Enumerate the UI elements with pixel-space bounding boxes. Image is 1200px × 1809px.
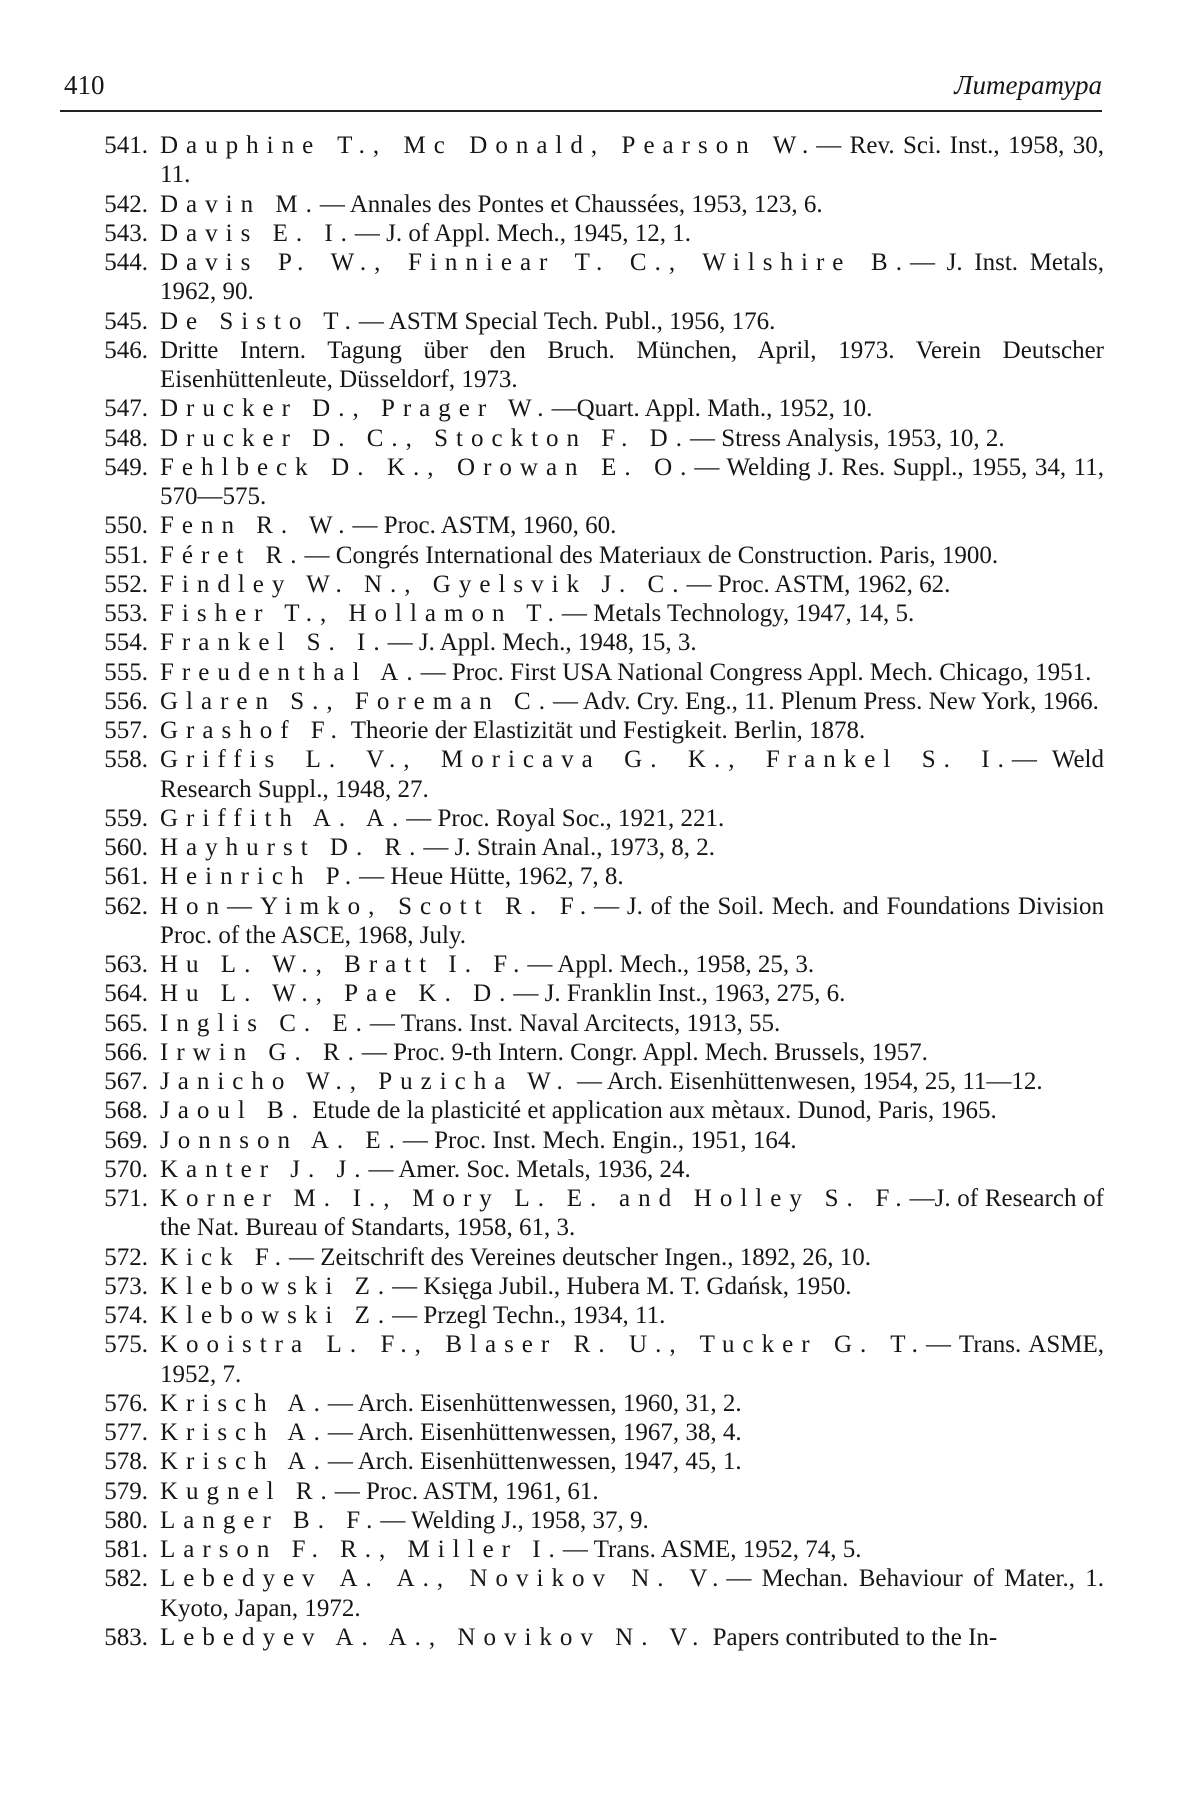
reference-authors: Heinrich P. (160, 863, 360, 891)
reference-text (148, 1096, 1104, 1125)
reference-number: 576. (104, 1389, 148, 1417)
reference-number: 566. (104, 1038, 148, 1066)
reference-item (86, 1535, 1104, 1564)
header-rule (60, 110, 1102, 112)
reference-text (148, 658, 1104, 687)
reference-authors: Langer B. F. (160, 1506, 381, 1534)
reference-text (148, 716, 1104, 745)
reference-item (86, 394, 1104, 423)
reference-text (148, 979, 1104, 1008)
reference-text (148, 1564, 1104, 1623)
reference-item (86, 1067, 1104, 1096)
reference-source: — Adv. Cry. Eng., 11. Plenum Press. New York, 1966. (552, 687, 1099, 715)
reference-number: 542. (104, 190, 148, 218)
reference-text (148, 1272, 1104, 1301)
reference-source: — Proc. 9-th Intern. Congr. Appl. Mech. Brussels, 1957. (361, 1038, 928, 1066)
reference-authors: Klebowski Z. (160, 1302, 393, 1329)
reference-authors: Kugnel R. (160, 1477, 335, 1505)
reference-number: 567. (104, 1068, 148, 1095)
reference-authors: Irwin G. R. (160, 1038, 362, 1066)
reference-text (148, 394, 1104, 423)
reference-number: 551. (104, 541, 148, 569)
reference-text (148, 131, 1104, 190)
reference-item (86, 1623, 1104, 1652)
reference-text (148, 745, 1104, 804)
reference-item (86, 1009, 1104, 1038)
reference-source: — Arch. Eisenhüttenwessen, 1947, 45, 1. (327, 1448, 742, 1476)
reference-authors: Klebowski Z. (160, 1272, 393, 1300)
reference-authors: Fisher T., Hollamon T. (160, 600, 562, 627)
reference-number: 575. (104, 1331, 148, 1359)
reference-number: 560. (104, 834, 148, 861)
reference-number: 569. (104, 1126, 148, 1154)
reference-number: 544. (104, 249, 148, 276)
reference-source: — Mechan. Behaviour of Mater., 1. Kyoto, Japan, 1972. (160, 1565, 1105, 1622)
reference-number: 545. (104, 307, 148, 335)
reference-text (148, 453, 1104, 512)
reference-text (148, 1623, 1104, 1652)
reference-authors: Larson F. R., Miller I. (160, 1536, 563, 1563)
reference-authors: Kick F. (160, 1243, 289, 1271)
reference-item (86, 745, 1104, 804)
reference-source: — Proc. ASTM, 1961, 61. (334, 1477, 599, 1505)
reference-authors: Lebedyev A. A., Novikov N. V. (160, 1565, 727, 1593)
reference-authors: Frankel S. I. (160, 629, 388, 657)
reference-source: — Trans. ASME, 1952, 7. (160, 1331, 1105, 1388)
reference-item (86, 716, 1104, 745)
reference-text (148, 570, 1104, 599)
reference-source: — Arch. Eisenhüttenwessen, 1967, 38, 4. (327, 1419, 742, 1446)
reference-source: — Proc. First USA National Congress Appl. Mech. Chicago, 1951. (420, 658, 1092, 686)
reference-text (148, 1301, 1104, 1330)
reference-item (86, 1272, 1104, 1301)
reference-number: 555. (104, 658, 148, 686)
reference-number: 553. (104, 600, 148, 627)
reference-text (148, 1009, 1104, 1038)
reference-text (148, 1389, 1104, 1418)
reference-item (86, 1096, 1104, 1125)
reference-authors: Davis E. I. (160, 219, 355, 247)
reference-authors: Kooistra L. F., Blaser R. U., Tucker G. T. (160, 1331, 926, 1359)
reference-authors: Féret R. (160, 541, 305, 569)
reference-number: 563. (104, 951, 148, 978)
reference-text (148, 833, 1104, 862)
reference-item (86, 658, 1104, 687)
reference-item (86, 336, 1104, 395)
reference-number: 554. (104, 629, 148, 657)
reference-item (86, 1301, 1104, 1330)
reference-number: 561. (104, 863, 148, 891)
reference-item (86, 862, 1104, 891)
reference-text (148, 219, 1104, 248)
reference-authors: Davis P. W., Finniear T. C., Wilshire B. (160, 249, 910, 276)
reference-item (86, 1184, 1104, 1243)
reference-number: 573. (104, 1272, 148, 1300)
reference-item (86, 424, 1104, 453)
reference-text (148, 862, 1104, 891)
reference-authors: Drucker D. C., Stockton F. D. (160, 424, 690, 452)
reference-item (86, 804, 1104, 833)
reference-source: — Annales des Pontes et Chaussées, 1953, 123, 6. (319, 190, 823, 218)
reference-text (148, 1038, 1104, 1067)
reference-authors: Korner M. I., Mory L. E. and Holley S. F. (160, 1185, 910, 1212)
reference-text (148, 1243, 1104, 1272)
reference-source: Etude de la plasticité et application aux mètaux. Dunod, Paris, 1965. (305, 1097, 997, 1125)
reference-text (148, 1155, 1104, 1184)
reference-text (148, 541, 1104, 570)
reference-authors: Griffis L. V., Moricava G. K., Frankel S. I. (160, 746, 1012, 774)
reference-source: — Proc. Inst. Mech. Engin., 1951, 164. (402, 1126, 797, 1154)
reference-number: 583. (104, 1623, 148, 1651)
reference-source: — Weld Research Suppl., 1948, 27. (160, 746, 1105, 803)
reference-item (86, 892, 1104, 951)
reference-number: 550. (104, 512, 148, 540)
reference-authors: Jaoul B. (160, 1097, 306, 1125)
reference-item (86, 1418, 1104, 1447)
reference-authors: Fenn R. W. (160, 512, 353, 540)
reference-source: — Stress Analysis, 1953, 10, 2. (689, 424, 1005, 452)
reference-source: Dritte Intern. Tagung über den Bruch. München, April, 1973. Verein Deutscher Eisenhüttenleute, Düsseldorf, 1973. (160, 336, 1104, 393)
reference-source: — Arch. Eisenhüttenwessen, 1960, 31, 2. (327, 1389, 742, 1417)
reference-number: 565. (104, 1009, 148, 1037)
reference-text (148, 511, 1104, 540)
reference-authors: Fehlbeck D. K., Orowan E. O. (160, 453, 695, 481)
reference-source: — Przegl Techn., 1934, 11. (392, 1302, 666, 1329)
reference-number: 578. (104, 1448, 148, 1476)
reference-text (148, 892, 1104, 951)
reference-item (86, 1330, 1104, 1389)
reference-item (86, 1243, 1104, 1272)
reference-number: 548. (104, 424, 148, 452)
reference-source: Papers contributed to the In- (706, 1623, 998, 1651)
reference-number: 579. (104, 1477, 148, 1505)
reference-item (86, 453, 1104, 512)
reference-authors: Hon—Yimko, Scott R. F. (160, 892, 595, 920)
reference-text (148, 950, 1104, 979)
reference-source: — Metals Technology, 1947, 14, 5. (561, 600, 915, 627)
reference-authors: De Sisto T. (160, 307, 359, 335)
reference-source: — Welding J., 1958, 37, 9. (380, 1506, 649, 1534)
reference-authors: Dauphine T., Mc Donald, Pearson W. (160, 132, 817, 159)
reference-item (86, 1506, 1104, 1535)
reference-item (86, 131, 1104, 190)
reference-source: — J. Franklin Inst., 1963, 275, 6. (513, 980, 846, 1008)
reference-authors: Freudenthal A. (160, 658, 421, 686)
reference-item (86, 1447, 1104, 1476)
page-header (60, 66, 1102, 112)
reference-item (86, 307, 1104, 336)
reference-authors: Hu L. W., Bratt I. F. (160, 951, 528, 978)
reference-authors: Griffith A. A. (160, 804, 407, 832)
reference-number: 564. (104, 980, 148, 1008)
reference-item (86, 1155, 1104, 1184)
reference-source: — Rev. Sci. Inst., 1958, 30, 11. (160, 132, 1105, 189)
reference-number: 568. (104, 1097, 148, 1125)
reference-authors: Kanter J. J. (160, 1155, 369, 1183)
reference-number: 552. (104, 570, 148, 598)
reference-number: 574. (104, 1302, 148, 1329)
reference-text (148, 1330, 1104, 1389)
reference-number: 547. (104, 395, 148, 423)
reference-source: —J. of Research of the Nat. Bureau of Standarts, 1958, 61, 3. (160, 1185, 1104, 1242)
reference-source: Theorie der Elastizität und Festigkeit. Berlin, 1878. (344, 717, 866, 744)
reference-number: 541. (104, 132, 148, 159)
reference-item (86, 833, 1104, 862)
reference-source: — Zeitschrift des Vereines deutscher Ingen., 1892, 26, 10. (289, 1243, 872, 1271)
reference-text (148, 307, 1104, 336)
reference-authors: Findley W. N., Gyelsvik J. C. (160, 570, 687, 598)
reference-text (148, 599, 1104, 628)
reference-source: — Proc. Royal Soc., 1921, 221. (406, 804, 725, 832)
reference-source: — Trans. ASME, 1952, 74, 5. (562, 1536, 862, 1563)
reference-text (148, 1477, 1104, 1506)
reference-item (86, 190, 1104, 219)
reference-text (148, 1184, 1104, 1243)
reference-number: 571. (104, 1185, 148, 1212)
reference-item (86, 628, 1104, 657)
reference-source: — ASTM Special Tech. Publ., 1956, 176. (358, 307, 776, 335)
reference-authors: Hayhurst D. R. (160, 834, 424, 861)
reference-number: 559. (104, 804, 148, 832)
reference-authors: Krisch A. (160, 1389, 328, 1417)
reference-source: — Proc. ASTM, 1960, 60. (352, 512, 617, 540)
reference-source: — J. Strain Anal., 1973, 8, 2. (423, 834, 716, 861)
reference-item (86, 541, 1104, 570)
reference-source: — Księga Jubil., Hubera M. T. Gdańsk, 1950. (392, 1272, 852, 1300)
reference-number: 582. (104, 1565, 148, 1593)
reference-number: 556. (104, 687, 148, 715)
reference-authors: Janicho W., Puzicha W. (160, 1068, 571, 1095)
reference-text (148, 1535, 1104, 1564)
reference-text (148, 248, 1104, 307)
reference-text (148, 804, 1104, 833)
reference-item (86, 1564, 1104, 1623)
reference-authors: Krisch A. (160, 1419, 328, 1446)
reference-number: 572. (104, 1243, 148, 1271)
reference-text (148, 190, 1104, 219)
reference-authors: Hu L. W., Pae K. D. (160, 980, 514, 1008)
reference-text (148, 424, 1104, 453)
reference-source: — Congrés International des Materiaux de Construction. Paris, 1900. (304, 541, 999, 569)
reference-number: 577. (104, 1419, 148, 1446)
reference-number: 570. (104, 1155, 148, 1183)
reference-text (148, 687, 1104, 716)
reference-authors: Krisch A. (160, 1448, 328, 1476)
reference-source: — Arch. Eisenhüttenwesen, 1954, 25, 11—12. (570, 1068, 1043, 1095)
reference-item (86, 570, 1104, 599)
reference-source: — Amer. Soc. Metals, 1936, 24. (368, 1155, 691, 1183)
reference-text (148, 1067, 1104, 1096)
reference-source: — Appl. Mech., 1958, 25, 3. (527, 951, 815, 978)
reference-text (148, 1126, 1104, 1155)
reference-item (86, 687, 1104, 716)
reference-item (86, 1389, 1104, 1418)
reference-authors: Davin M. (160, 190, 320, 218)
reference-source: — Proc. ASTM, 1962, 62. (686, 570, 951, 598)
reference-number: 558. (104, 746, 148, 774)
reference-source: — Heue Hütte, 1962, 7, 8. (359, 863, 624, 891)
reference-source: — J. of Appl. Mech., 1945, 12, 1. (354, 219, 692, 247)
reference-text (148, 1506, 1104, 1535)
reference-item (86, 248, 1104, 307)
reference-item (86, 599, 1104, 628)
reference-item (86, 979, 1104, 1008)
reference-number: 549. (104, 453, 148, 481)
reference-authors: Drucker D., Prager W. (160, 395, 552, 423)
reference-item (86, 1038, 1104, 1067)
reference-source: — J. Inst. Metals, 1962, 90. (160, 249, 1104, 306)
reference-number: 557. (104, 717, 148, 744)
reference-item (86, 1477, 1104, 1506)
reference-source: —Quart. Appl. Math., 1952, 10. (551, 395, 873, 423)
reference-authors: Grashof F. (160, 717, 345, 744)
reference-number: 562. (104, 892, 148, 920)
reference-source: — Welding J. Res. Suppl., 1955, 34, 11, 570—575. (160, 453, 1105, 510)
reference-authors: Lebedyev A. A., Novikov N. V. (160, 1623, 707, 1651)
reference-source: — J. Appl. Mech., 1948, 15, 3. (387, 629, 697, 657)
reference-text (148, 1447, 1104, 1476)
reference-item (86, 950, 1104, 979)
reference-number: 543. (104, 219, 148, 247)
reference-source: — Trans. Inst. Naval Arcitects, 1913, 55. (369, 1009, 781, 1037)
reference-authors: Glaren S., Foreman C. (160, 687, 553, 715)
reference-number: 546. (104, 336, 148, 364)
reference-text (148, 628, 1104, 657)
reference-text (148, 336, 1104, 395)
reference-number: 580. (104, 1506, 148, 1534)
page-number: 410 (64, 70, 105, 100)
reference-item (86, 511, 1104, 540)
reference-authors: Jonnson A. E. (160, 1126, 403, 1154)
running-title: Литература (954, 70, 1102, 100)
reference-list (86, 131, 1104, 1652)
reference-source: — J. of the Soil. Mech. and Foundations Division Proc. of the ASCE, 1968, July. (160, 892, 1104, 949)
reference-authors: Inglis C. E. (160, 1009, 370, 1037)
reference-number: 581. (104, 1536, 148, 1563)
reference-item (86, 219, 1104, 248)
reference-text (148, 1418, 1104, 1447)
reference-item (86, 1126, 1104, 1155)
